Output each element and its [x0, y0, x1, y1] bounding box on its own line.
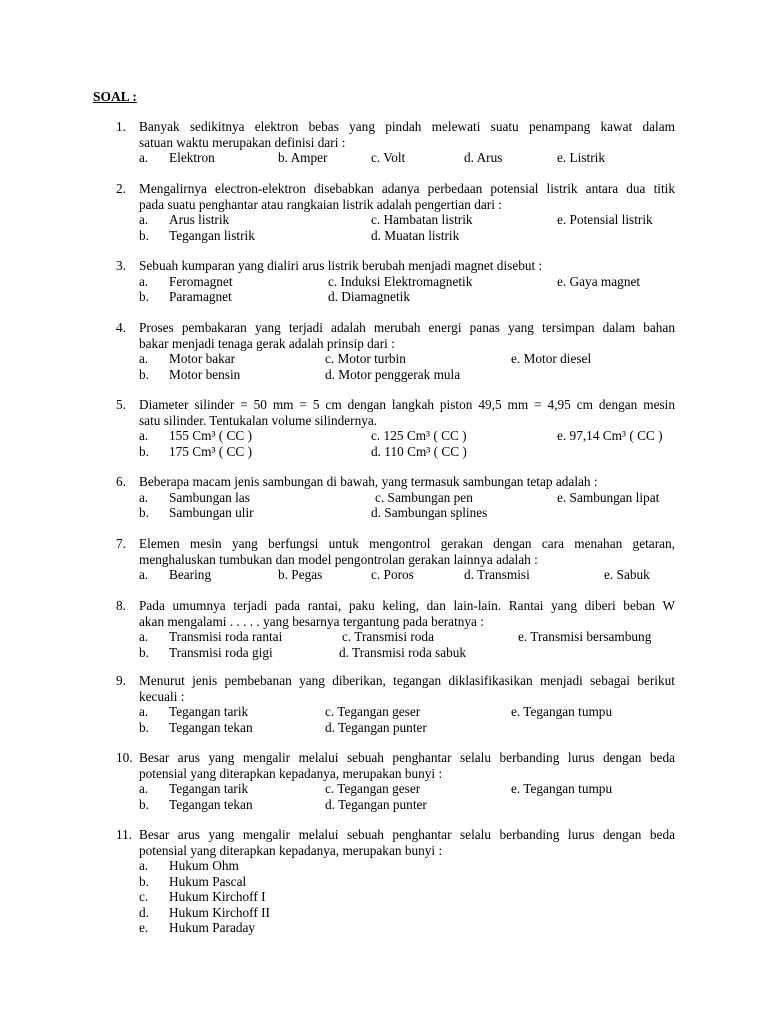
- question-text-line: Proses pembakaran yang terjadi adalah merubah energi panas yang tersimpan dalam bahan: [139, 320, 675, 335]
- option-text: Paramagnet: [169, 289, 232, 304]
- option-text: Hukum Paraday: [169, 920, 256, 935]
- option-text: e. Sabuk: [604, 567, 650, 582]
- option-letter: b.: [139, 873, 149, 889]
- option-text: Elektron: [169, 150, 215, 165]
- question-text-line: akan mengalami . . . . . yang besarnya tergantung pada beratnya :: [139, 613, 484, 629]
- option-letter: a.: [139, 781, 149, 796]
- option-text: c. Hambatan listrik: [371, 212, 473, 227]
- question-number: 3.: [116, 258, 126, 273]
- question-text-line: Besar arus yang mengalir melalui sebuah penghantar selalu berbanding lurus dengan beda: [139, 827, 675, 842]
- option-text: Transmisi roda rantai: [169, 629, 283, 644]
- option-letter: b.: [139, 644, 149, 660]
- option-letter: b.: [139, 505, 149, 520]
- option-letter: a.: [139, 273, 149, 289]
- option-letter: a.: [139, 858, 149, 873]
- question-text-line: satuan waktu merupakan definisi dari :: [139, 134, 346, 150]
- option-text: Motor bakar: [169, 351, 236, 366]
- option-text: c. Tegangan geser: [325, 704, 421, 719]
- option-text: c. Transmisi roda: [342, 629, 434, 644]
- question-text-line: Besar arus yang mengalir melalui sebuah penghantar selalu berbanding lurus dengan beda: [139, 750, 675, 765]
- option-text: Tegangan tarik: [169, 781, 249, 796]
- option-text: b. Pegas: [278, 567, 323, 582]
- question-text-line: potensial yang diterapkan kepadanya, merupakan bunyi :: [139, 765, 443, 781]
- option-text: b. Amper: [278, 150, 328, 165]
- option-text: Hukum Kirchoff II: [169, 904, 270, 920]
- option-text: e. Motor diesel: [511, 351, 592, 366]
- option-letter: b.: [139, 443, 149, 459]
- option-letter: a.: [139, 629, 149, 644]
- option-letter: b.: [139, 719, 149, 735]
- question-number: 6.: [116, 474, 126, 489]
- question-number: 10.: [116, 750, 133, 765]
- option-text: c. Poros: [371, 567, 414, 582]
- question-text-line: Diameter silinder = 50 mm = 5 cm dengan langkah piston 49,5 mm = 4,95 cm dengan mesin: [139, 397, 675, 412]
- question-text-line: Pada umumnya terjadi pada rantai, paku keling, dan lain-lain. Rantai yang diberi beban W: [139, 598, 675, 613]
- option-text: d. Sambungan splines: [371, 505, 488, 520]
- option-letter: b.: [139, 227, 149, 243]
- option-text: e. Listrik: [557, 150, 606, 165]
- option-text: c. Sambungan pen: [375, 489, 473, 505]
- option-text: 175 Cm³ ( CC ): [169, 443, 253, 459]
- option-letter: a.: [139, 704, 149, 719]
- question-number: 11.: [116, 827, 133, 842]
- question-number: 1.: [116, 119, 126, 134]
- question-text-line: bakar menjadi tenaga gerak adalah prinsip dari :: [139, 335, 395, 351]
- option-text: e. 97,14 Cm³ ( CC ): [557, 428, 663, 443]
- option-text: Sambungan las: [169, 489, 250, 505]
- option-letter: a.: [139, 150, 149, 165]
- option-text: c. Volt: [371, 150, 406, 165]
- question-text-line: satu silinder. Tentukalan volume silindernya.: [139, 412, 378, 428]
- option-text: d. Muatan listrik: [371, 227, 460, 243]
- question-text-line: Elemen mesin yang berfungsi untuk mengontrol gerakan dengan cara menahan getaran,: [139, 536, 675, 551]
- question-number: 2.: [116, 181, 126, 196]
- option-text: d. Transmisi roda sabuk: [339, 644, 467, 660]
- question-text-line: Banyak sedikitnya elektron bebas yang pindah melewati suatu penampang kawat dalam: [139, 119, 675, 134]
- option-text: d. Diamagnetik: [328, 289, 410, 304]
- question-number: 8.: [116, 598, 126, 613]
- option-text: d. Tegangan punter: [325, 796, 427, 812]
- option-letter: a.: [139, 567, 149, 582]
- option-text: e. Tegangan tumpu: [511, 781, 613, 796]
- option-text: c. Motor turbin: [325, 351, 406, 366]
- option-text: Tegangan tekan: [169, 719, 253, 735]
- option-text: Hukum Ohm: [169, 858, 239, 873]
- option-text: d. Transmisi: [464, 567, 530, 582]
- question-number: 9.: [116, 673, 126, 688]
- option-text: Transmisi roda gigi: [169, 644, 273, 660]
- question-text-line: kecuali :: [139, 688, 185, 704]
- question-text-line: Menurut jenis pembebanan yang diberikan, tegangan diklasifikasikan menjadi sebagai berikut: [139, 673, 675, 688]
- question-text-line: menghaluskan tumbukan dan model pengontrolan gerakan lainnya adalah :: [139, 551, 538, 567]
- option-text: Tegangan tekan: [169, 796, 253, 812]
- question-text-line: Beberapa macam jenis sambungan di bawah, yang termasuk sambungan tetap adalah :: [139, 474, 598, 489]
- option-text: c. Induksi Elektromagnetik: [328, 273, 473, 289]
- option-text: Hukum Pascal: [169, 873, 247, 889]
- question-number: 7.: [116, 536, 126, 551]
- option-letter: b.: [139, 289, 149, 304]
- option-text: Sambungan ulir: [169, 505, 254, 520]
- question-text-line: potensial yang diterapkan kepadanya, merupakan bunyi :: [139, 842, 443, 858]
- option-text: d. Motor penggerak mula: [325, 366, 461, 382]
- option-text: Tegangan listrik: [169, 227, 255, 243]
- option-text: Tegangan tarik: [169, 704, 249, 719]
- option-text: e. Gaya magnet: [557, 273, 641, 289]
- option-letter: a.: [139, 428, 149, 443]
- heading: SOAL :: [93, 89, 137, 104]
- option-text: Feromagnet: [169, 273, 233, 289]
- option-letter: a.: [139, 212, 149, 227]
- option-text: e. Tegangan tumpu: [511, 704, 613, 719]
- question-number: 5.: [116, 397, 126, 412]
- option-text: Bearing: [169, 567, 212, 582]
- option-letter: c.: [139, 889, 149, 904]
- option-letter: b.: [139, 366, 149, 382]
- option-text: e. Potensial listrik: [557, 212, 653, 227]
- option-letter: b.: [139, 796, 149, 812]
- option-text: Hukum Kirchoff I: [169, 889, 266, 904]
- option-text: c. Tegangan geser: [325, 781, 421, 796]
- option-text: d. 110 Cm³ ( CC ): [371, 443, 467, 459]
- question-text-line: Sebuah kumparan yang dialiri arus listrik berubah menjadi magnet disebut :: [139, 258, 543, 273]
- option-letter: d.: [139, 904, 149, 920]
- option-letter: a.: [139, 489, 149, 505]
- option-text: 155 Cm³ ( CC ): [169, 428, 253, 443]
- option-letter: a.: [139, 351, 149, 366]
- option-text: e. Sambungan lipat: [557, 489, 660, 505]
- option-text: c. 125 Cm³ ( CC ): [371, 428, 467, 443]
- option-text: Arus listrik: [169, 212, 230, 227]
- question-number: 4.: [116, 320, 126, 335]
- option-text: e. Transmisi bersambung: [518, 629, 652, 644]
- option-text: Motor bensin: [169, 366, 241, 382]
- option-text: d. Tegangan punter: [325, 719, 427, 735]
- option-text: d. Arus: [464, 150, 503, 165]
- option-letter: e.: [139, 920, 149, 935]
- question-text-line: Mengalirnya electron-elektron disebabkan adanya perbedaan potensial listrik antara dua titik: [139, 181, 675, 196]
- question-text-line: pada suatu penghantar atau rangkaian listrik adalah pengertian dari :: [139, 196, 502, 212]
